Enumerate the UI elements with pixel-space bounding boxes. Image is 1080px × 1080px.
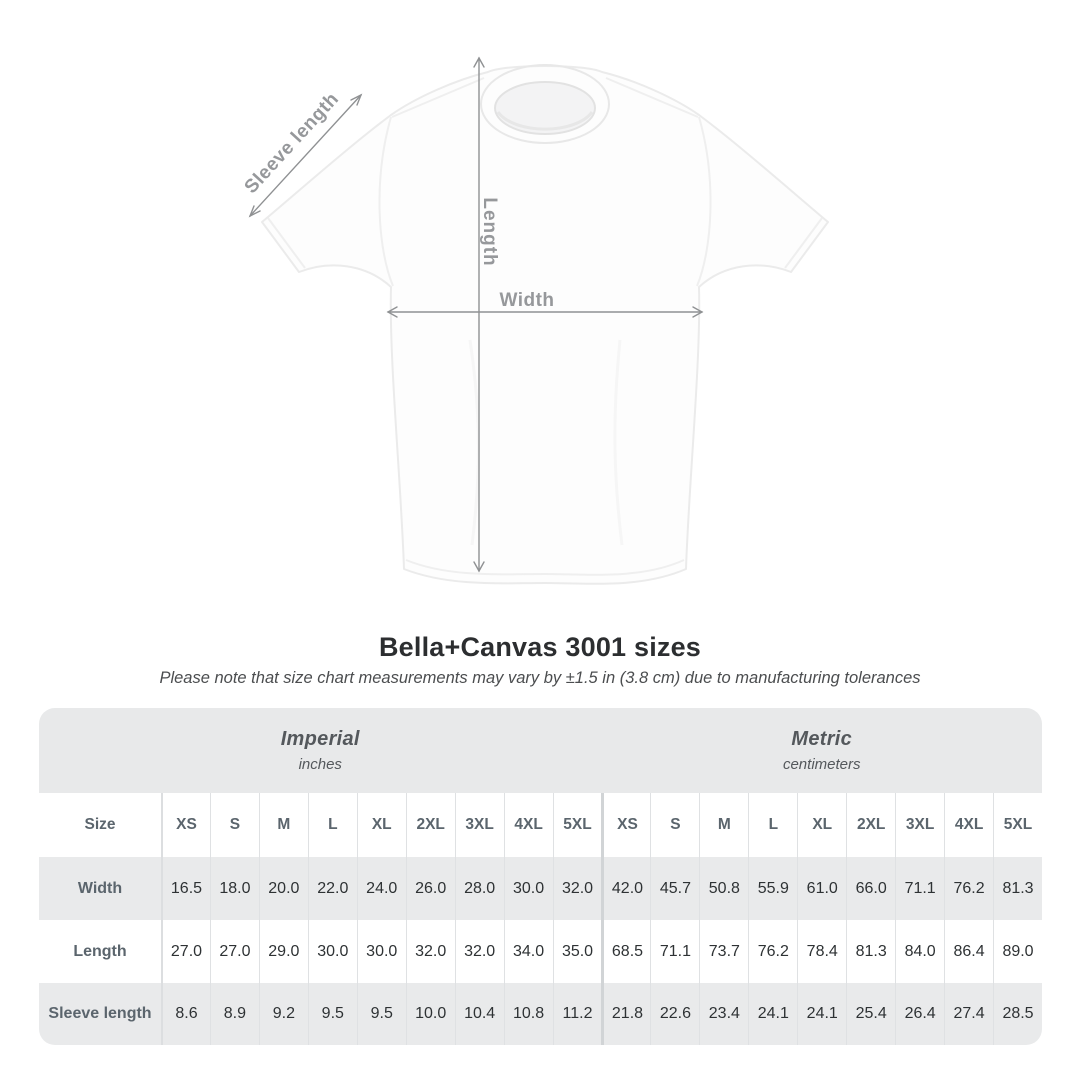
value-cell: 10.4 xyxy=(455,983,504,1045)
size-header-imperial-m: M xyxy=(259,793,308,857)
value-cell: 21.8 xyxy=(601,983,650,1045)
size-header-metric-3xl: 3XL xyxy=(895,793,944,857)
value-cell: 16.5 xyxy=(161,857,210,920)
value-cell: 27.0 xyxy=(161,920,210,983)
value-cell: 24.0 xyxy=(357,857,406,920)
value-cell: 28.5 xyxy=(993,983,1042,1045)
value-cell: 22.6 xyxy=(650,983,699,1045)
imperial-group-sublabel: inches xyxy=(298,756,342,773)
value-cell: 27.4 xyxy=(944,983,993,1045)
page-title: Bella+Canvas 3001 sizes xyxy=(378,632,702,662)
row-label: Sleeve length xyxy=(39,983,161,1045)
tshirt-illustration xyxy=(262,65,828,584)
value-cell: 30.0 xyxy=(308,920,357,983)
value-cell: 25.4 xyxy=(846,983,895,1045)
size-header-imperial-xl: XL xyxy=(357,793,406,857)
size-header-metric-m: M xyxy=(699,793,748,857)
metric-group-label: Metric xyxy=(791,728,853,750)
value-cell: 71.1 xyxy=(895,857,944,920)
value-cell: 11.2 xyxy=(553,983,602,1045)
size-header-imperial-2xl: 2XL xyxy=(406,793,455,857)
value-cell: 24.1 xyxy=(748,983,797,1045)
length-label: Length xyxy=(479,197,500,267)
value-cell: 81.3 xyxy=(993,857,1042,920)
metric-group-header xyxy=(601,708,1042,793)
value-cell: 50.8 xyxy=(699,857,748,920)
value-cell: 32.0 xyxy=(553,857,602,920)
size-header-imperial-l: L xyxy=(308,793,357,857)
value-cell: 20.0 xyxy=(259,857,308,920)
row-label: Width xyxy=(39,857,161,920)
size-table xyxy=(39,708,1042,1045)
imperial-group-header xyxy=(39,708,601,793)
size-header-imperial-xs: XS xyxy=(161,793,210,857)
value-cell: 9.2 xyxy=(259,983,308,1045)
metric-group-sublabel: centimeters xyxy=(782,756,861,773)
value-cell: 32.0 xyxy=(455,920,504,983)
size-header-imperial-4xl: 4XL xyxy=(504,793,553,857)
value-cell: 76.2 xyxy=(748,920,797,983)
value-cell: 61.0 xyxy=(797,857,846,920)
size-header-imperial-3xl: 3XL xyxy=(455,793,504,857)
value-cell: 89.0 xyxy=(993,920,1042,983)
value-cell: 73.7 xyxy=(699,920,748,983)
value-cell: 81.3 xyxy=(846,920,895,983)
value-cell: 24.1 xyxy=(797,983,846,1045)
tolerance-note: Please note that size chart measurements may vary by ±1.5 in (3.8 cm) due to manufacturing tolerances xyxy=(159,669,921,687)
value-cell: 9.5 xyxy=(308,983,357,1045)
value-cell: 9.5 xyxy=(357,983,406,1045)
value-cell: 30.0 xyxy=(357,920,406,983)
size-header-metric-2xl: 2XL xyxy=(846,793,895,857)
value-cell: 26.4 xyxy=(895,983,944,1045)
size-header-metric-5xl: 5XL xyxy=(993,793,1042,857)
collar-opening xyxy=(495,82,595,134)
size-column-header: Size xyxy=(39,793,161,857)
value-cell: 66.0 xyxy=(846,857,895,920)
value-cell: 23.4 xyxy=(699,983,748,1045)
value-cell: 71.1 xyxy=(650,920,699,983)
size-header-metric-4xl: 4XL xyxy=(944,793,993,857)
value-cell: 29.0 xyxy=(259,920,308,983)
value-cell: 28.0 xyxy=(455,857,504,920)
value-cell: 10.0 xyxy=(406,983,455,1045)
value-cell: 78.4 xyxy=(797,920,846,983)
sleeve-length-label: Sleeve length xyxy=(240,88,344,198)
value-cell: 27.0 xyxy=(210,920,259,983)
size-header-metric-xl: XL xyxy=(797,793,846,857)
value-cell: 86.4 xyxy=(944,920,993,983)
value-cell: 8.6 xyxy=(161,983,210,1045)
value-cell: 42.0 xyxy=(601,857,650,920)
size-header-imperial-5xl: 5XL xyxy=(553,793,602,857)
size-header-metric-l: L xyxy=(748,793,797,857)
value-cell: 30.0 xyxy=(504,857,553,920)
value-cell: 45.7 xyxy=(650,857,699,920)
imperial-group-label: Imperial xyxy=(280,728,360,750)
value-cell: 22.0 xyxy=(308,857,357,920)
value-cell: 32.0 xyxy=(406,920,455,983)
value-cell: 84.0 xyxy=(895,920,944,983)
size-header-metric-s: S xyxy=(650,793,699,857)
value-cell: 18.0 xyxy=(210,857,259,920)
value-cell: 68.5 xyxy=(601,920,650,983)
size-header-metric-xs: XS xyxy=(601,793,650,857)
value-cell: 35.0 xyxy=(553,920,602,983)
value-cell: 10.8 xyxy=(504,983,553,1045)
value-cell: 76.2 xyxy=(944,857,993,920)
value-cell: 8.9 xyxy=(210,983,259,1045)
row-label: Length xyxy=(39,920,161,983)
value-cell: 55.9 xyxy=(748,857,797,920)
value-cell: 34.0 xyxy=(504,920,553,983)
width-label: Width xyxy=(499,290,555,311)
size-header-imperial-s: S xyxy=(210,793,259,857)
value-cell: 26.0 xyxy=(406,857,455,920)
